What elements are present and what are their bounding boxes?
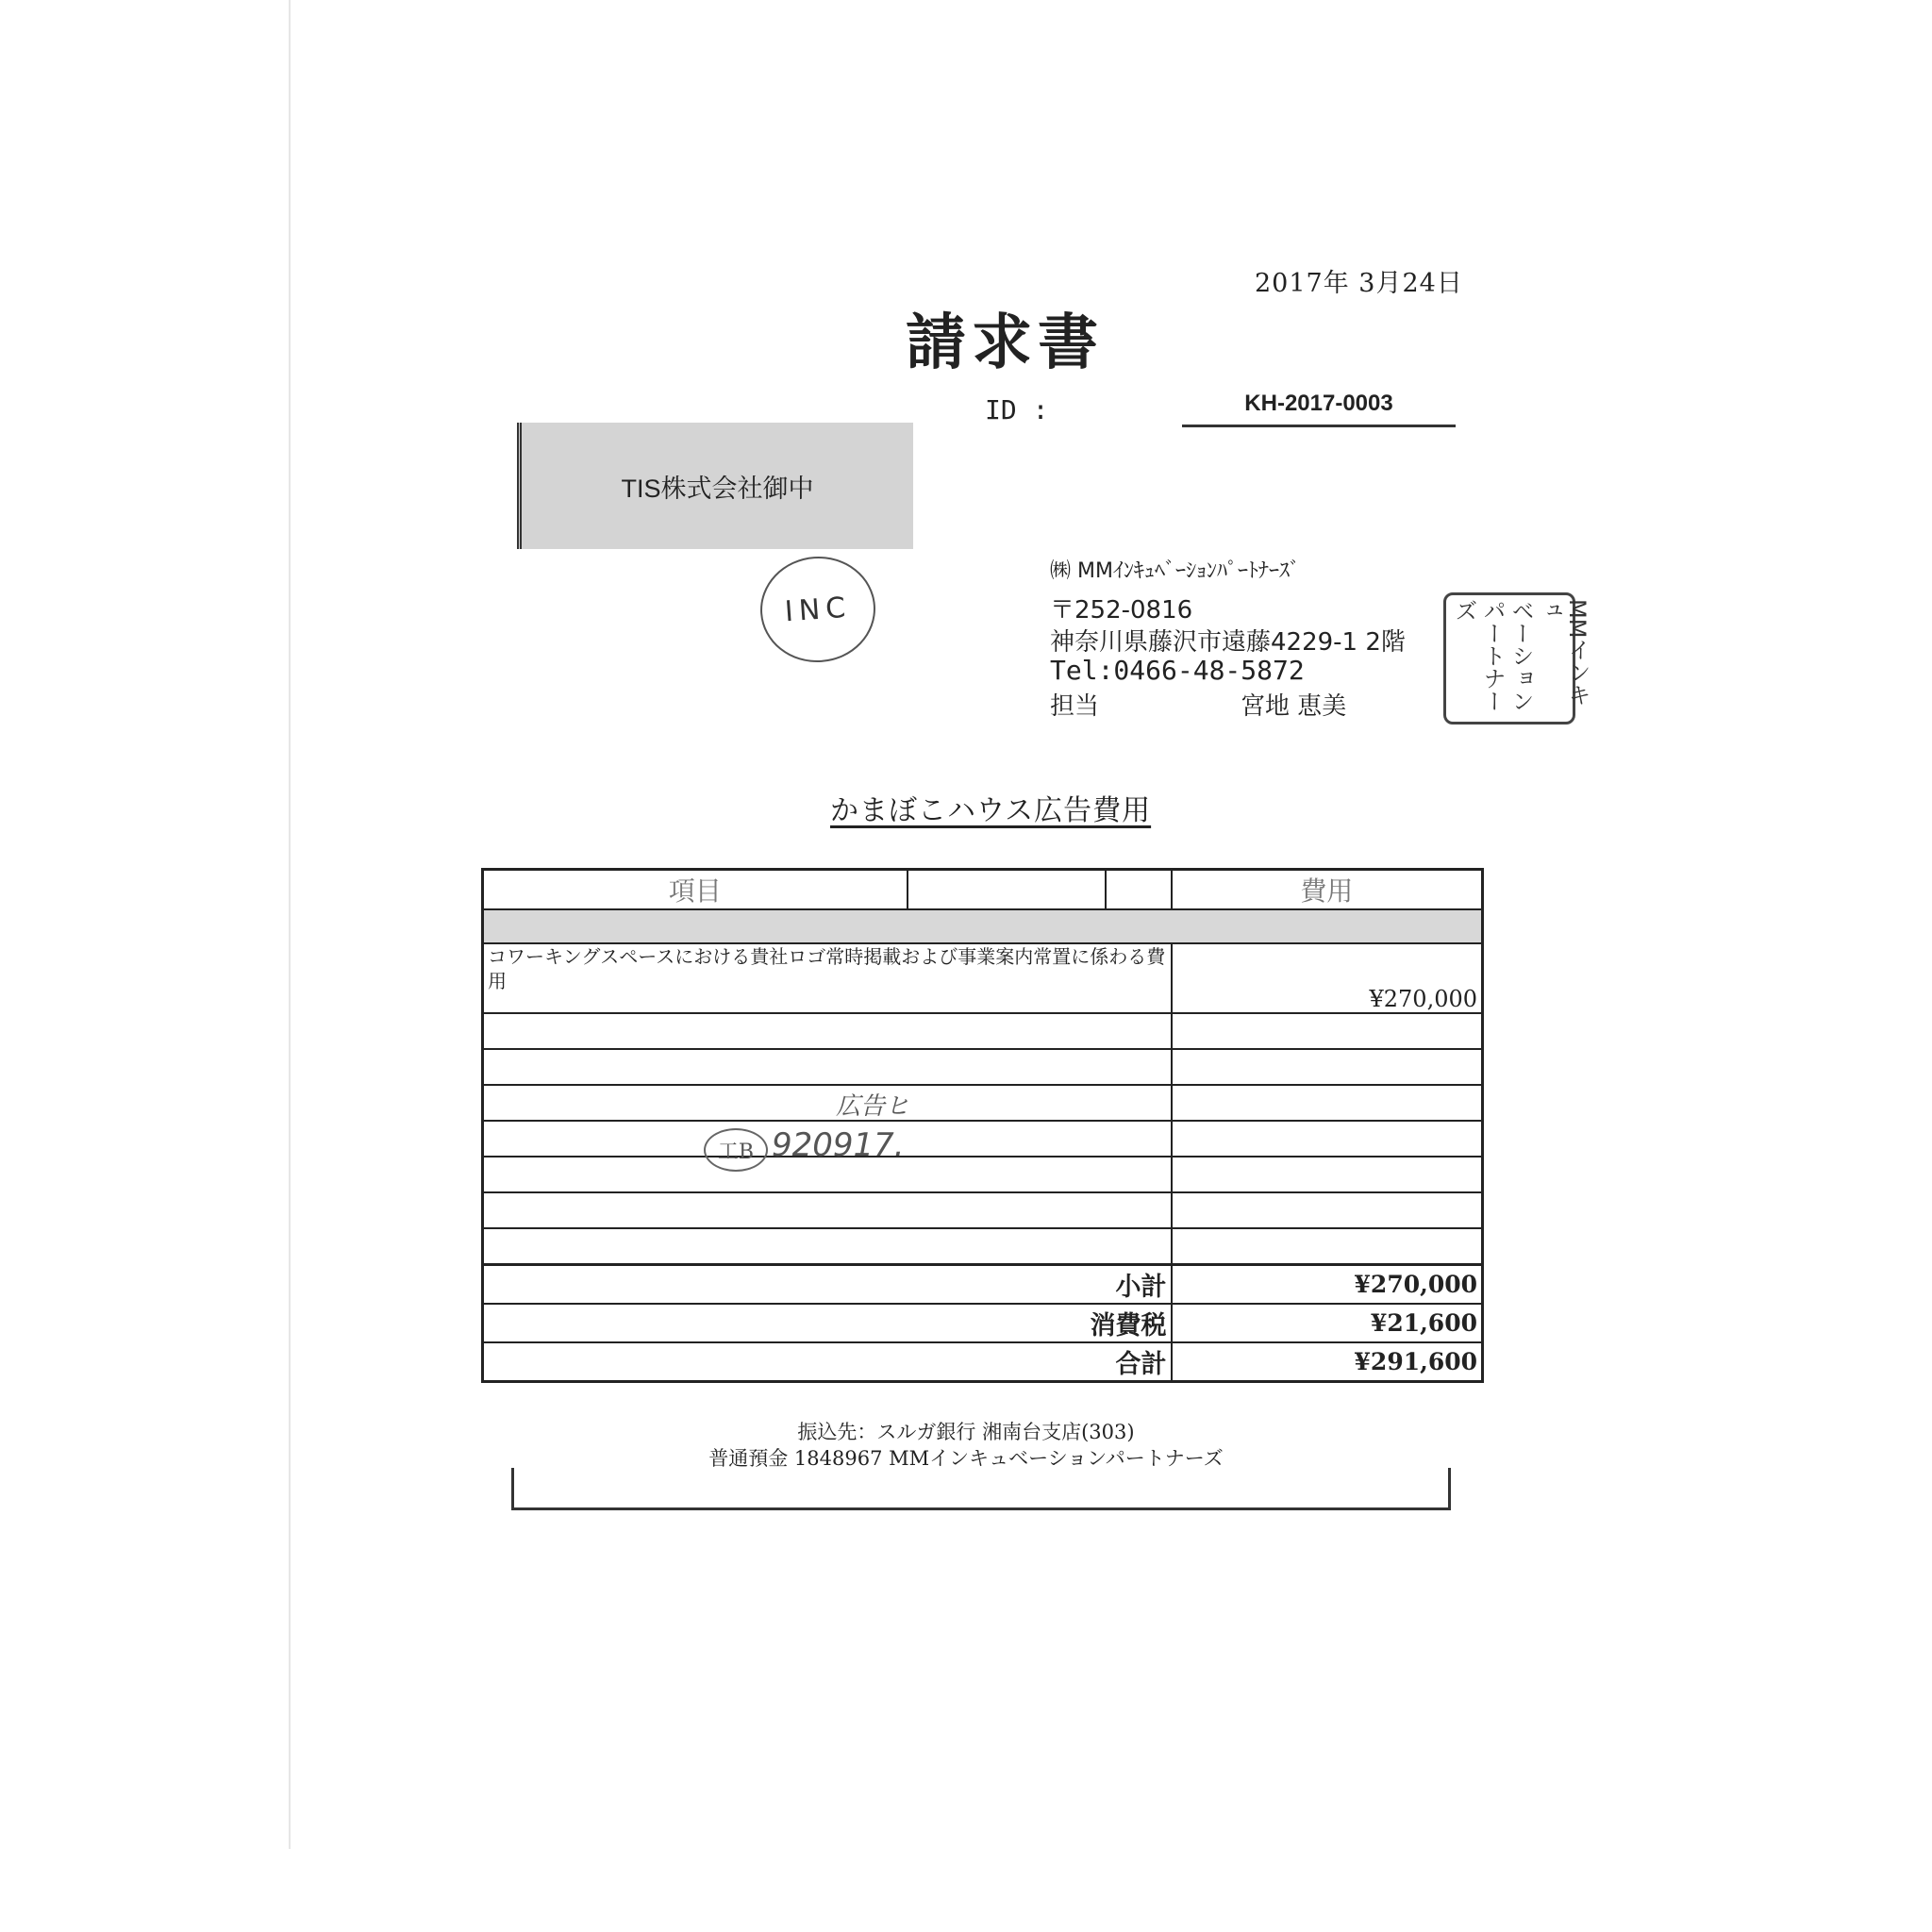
tax-label: 消費税 [483, 1304, 1172, 1342]
company-seal [1443, 592, 1591, 724]
bank-info [0, 1419, 1932, 1472]
handwritten-number: 920917. [772, 1126, 905, 1164]
scan-edge-line [289, 0, 291, 1849]
header-blank [1106, 870, 1172, 910]
invoice-date: 2017年 3月24日 [1255, 269, 1463, 298]
tax-row [483, 1304, 1483, 1342]
subtotal-row [483, 1265, 1483, 1305]
sender-address: 神奈川県藤沢市遠藤4229-1 2階 [1050, 628, 1406, 657]
tax-value: ¥21,600 [1172, 1304, 1483, 1342]
bank-bracket [511, 1468, 1451, 1510]
contact-label: 担当 [1050, 692, 1100, 721]
table-shaded-row [483, 909, 1483, 943]
subtotal-value: ¥270,000 [1172, 1265, 1483, 1305]
subtotal-label: 小計 [483, 1265, 1172, 1305]
sender-contact [1050, 687, 1406, 719]
total-row [483, 1342, 1483, 1382]
contact-name: 宮地 恵美 [1241, 692, 1347, 721]
handwritten-note: 広告ヒ [836, 1092, 910, 1121]
sender-block [1050, 555, 1406, 719]
sender-tel: Tel:0466-48-5872 [1050, 655, 1305, 686]
header-cost: 費用 [1172, 870, 1483, 910]
page-title: 請求書 [906, 308, 1104, 378]
table-row [483, 1121, 1483, 1157]
table-row [483, 1049, 1483, 1085]
seal-column: ベーション [1507, 599, 1534, 712]
seal-column: パートナーズ [1451, 599, 1506, 712]
sender-company: ㈱ MMｲﾝｷｭﾍﾞｰｼｮﾝﾊﾟｰﾄﾅｰｽﾞ [1050, 559, 1300, 583]
sender-postal: 〒252-0816 [1050, 596, 1193, 625]
circled-text: 工B [717, 1140, 755, 1164]
recipient-box [517, 423, 913, 549]
table-row [483, 1228, 1483, 1265]
line-item-description: コワーキングスペースにおける貴社ロゴ常時掲載および事業案内常置に係わる費用 [483, 943, 1172, 1013]
table-row [483, 1085, 1483, 1121]
inc-stamp-text: INC [783, 591, 853, 628]
invoice-subject: かまぼこハウス広告費用 [830, 794, 1152, 827]
table-row [483, 1157, 1483, 1192]
line-item-amount: ¥270,000 [1172, 943, 1483, 1013]
invoice-id-label: ID : [985, 394, 1049, 425]
table-row [483, 1192, 1483, 1228]
recipient-name: TIS株式会社御中 [621, 474, 814, 503]
inc-stamp [757, 553, 879, 666]
total-value: ¥291,600 [1172, 1342, 1483, 1382]
seal-column: MMインキュ [1536, 599, 1591, 707]
bank-line-1: 振込先：スルガ銀行 湘南台支店(303) [797, 1421, 1135, 1443]
table-row [483, 943, 1483, 1013]
invoice-table [481, 868, 1484, 1383]
header-blank [908, 870, 1106, 910]
handwritten-circled-mark [704, 1128, 768, 1172]
table-row [483, 1013, 1483, 1049]
total-label: 合計 [483, 1342, 1172, 1382]
table-header-row [483, 870, 1483, 910]
bank-line-2: 普通預金 1848967 MMインキュベーションパートナーズ [708, 1447, 1224, 1470]
invoice-id-value: KH-2017-0003 [1182, 391, 1456, 427]
header-item: 項目 [483, 870, 908, 910]
